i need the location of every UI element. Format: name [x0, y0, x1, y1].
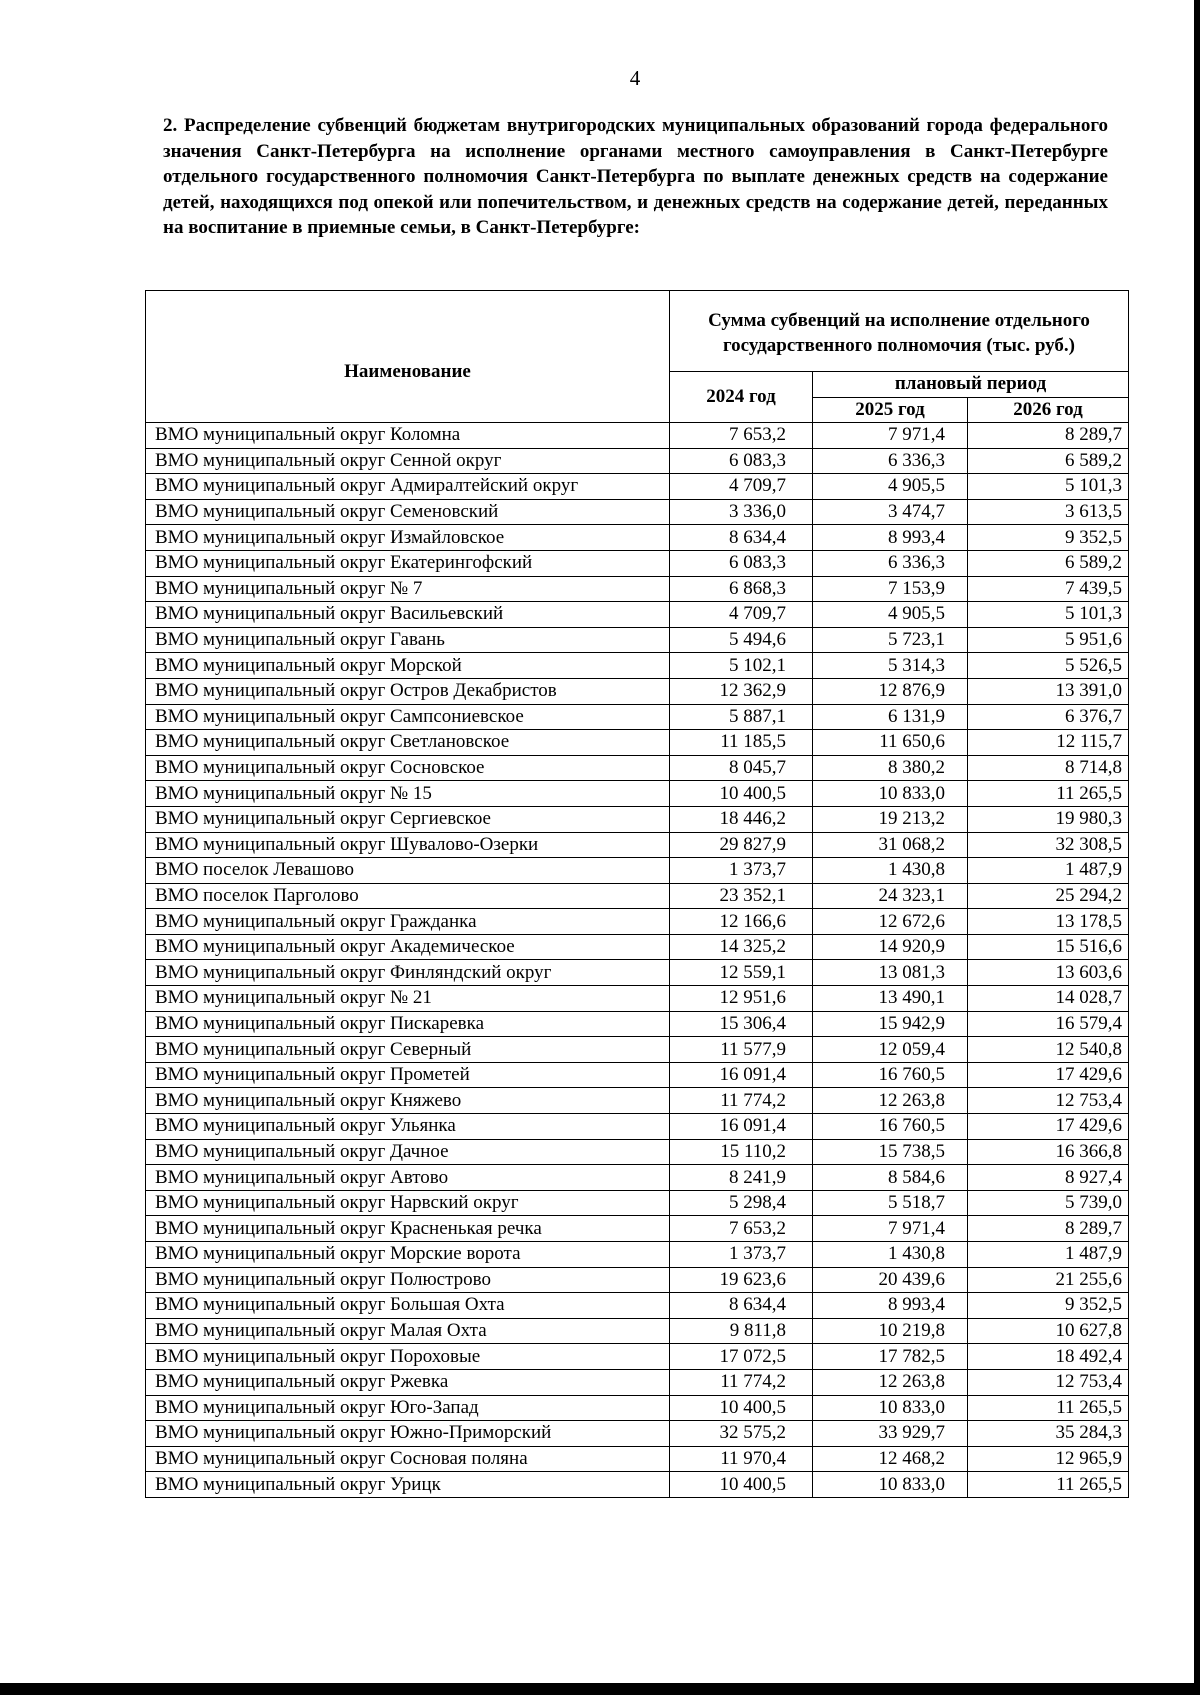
table-row: [146, 1114, 1129, 1140]
table-row: [146, 1190, 1129, 1216]
cell-2024: 29 827,9: [670, 832, 813, 858]
cell-2026: 35 284,3: [968, 1421, 1129, 1447]
cell-2025: 31 068,2: [813, 832, 968, 858]
table-row: [146, 1242, 1129, 1268]
cell-name: ВМО муниципальный округ Сенной округ: [146, 448, 670, 474]
cell-2026: 6 589,2: [968, 550, 1129, 576]
cell-2024: 12 951,6: [670, 986, 813, 1012]
cell-2025: 33 929,7: [813, 1421, 968, 1447]
cell-2025: 15 942,9: [813, 1011, 968, 1037]
table-row: [146, 576, 1129, 602]
table-row: [146, 1011, 1129, 1037]
cell-2025: 12 059,4: [813, 1037, 968, 1063]
cell-2025: 7 971,4: [813, 1216, 968, 1242]
cell-2026: 13 603,6: [968, 960, 1129, 986]
cell-2025: 14 920,9: [813, 934, 968, 960]
cell-name: ВМО муниципальный округ Полюстрово: [146, 1267, 670, 1293]
cell-2026: 13 391,0: [968, 678, 1129, 704]
cell-2024: 14 325,2: [670, 934, 813, 960]
table-row: [146, 525, 1129, 551]
cell-name: ВМО муниципальный округ Васильевский: [146, 602, 670, 628]
cell-2026: 9 352,5: [968, 525, 1129, 551]
cell-name: ВМО муниципальный округ Красненькая речка: [146, 1216, 670, 1242]
cell-2026: 32 308,5: [968, 832, 1129, 858]
cell-2026: 3 613,5: [968, 499, 1129, 525]
cell-name: ВМО муниципальный округ Большая Охта: [146, 1293, 670, 1319]
cell-2024: 23 352,1: [670, 883, 813, 909]
cell-name: ВМО муниципальный округ Сергиевское: [146, 806, 670, 832]
cell-name: ВМО муниципальный округ Княжево: [146, 1088, 670, 1114]
cell-2024: 7 653,2: [670, 1216, 813, 1242]
cell-name: ВМО поселок Левашово: [146, 858, 670, 884]
cell-2025: 6 131,9: [813, 704, 968, 730]
cell-2025: 16 760,5: [813, 1114, 968, 1140]
table-row: [146, 1088, 1129, 1114]
cell-2024: 8 045,7: [670, 755, 813, 781]
table-row: [146, 1472, 1129, 1498]
cell-name: ВМО муниципальный округ Автово: [146, 1165, 670, 1191]
cell-2025: 12 468,2: [813, 1446, 968, 1472]
cell-2026: 5 101,3: [968, 602, 1129, 628]
cell-name: ВМО муниципальный округ Морские ворота: [146, 1242, 670, 1268]
cell-name: ВМО муниципальный округ Сампсониевское: [146, 704, 670, 730]
cell-2024: 18 446,2: [670, 806, 813, 832]
cell-2024: 15 110,2: [670, 1139, 813, 1165]
cell-name: ВМО муниципальный округ Гавань: [146, 627, 670, 653]
cell-2025: 1 430,8: [813, 1242, 968, 1268]
cell-2024: 6 083,3: [670, 550, 813, 576]
cell-2026: 1 487,9: [968, 1242, 1129, 1268]
cell-2024: 12 166,6: [670, 909, 813, 935]
cell-2024: 32 575,2: [670, 1421, 813, 1447]
subvention-table: [145, 290, 1129, 1498]
cell-2024: 11 774,2: [670, 1088, 813, 1114]
cell-2025: 16 760,5: [813, 1062, 968, 1088]
cell-2025: 8 584,6: [813, 1165, 968, 1191]
cell-2024: 15 306,4: [670, 1011, 813, 1037]
cell-2025: 13 081,3: [813, 960, 968, 986]
cell-2025: 5 314,3: [813, 653, 968, 679]
table-row: [146, 1267, 1129, 1293]
cell-name: ВМО муниципальный округ Измайловское: [146, 525, 670, 551]
cell-2026: 17 429,6: [968, 1114, 1129, 1140]
cell-2026: 12 540,8: [968, 1037, 1129, 1063]
scan-border-right: [1194, 0, 1200, 1695]
cell-2026: 12 115,7: [968, 730, 1129, 756]
cell-name: ВМО муниципальный округ Ульянка: [146, 1114, 670, 1140]
cell-name: ВМО муниципальный округ Ржевка: [146, 1369, 670, 1395]
cell-2024: 11 185,5: [670, 730, 813, 756]
cell-2025: 12 672,6: [813, 909, 968, 935]
page-number: 4: [629, 66, 641, 90]
cell-2026: 1 487,9: [968, 858, 1129, 884]
cell-2026: 18 492,4: [968, 1344, 1129, 1370]
cell-2024: 6 868,3: [670, 576, 813, 602]
cell-2025: 10 219,8: [813, 1318, 968, 1344]
cell-2026: 25 294,2: [968, 883, 1129, 909]
cell-name: ВМО муниципальный округ Остров Декабристов: [146, 678, 670, 704]
cell-2026: 11 265,5: [968, 1395, 1129, 1421]
cell-2025: 4 905,5: [813, 474, 968, 500]
cell-name: ВМО муниципальный округ Малая Охта: [146, 1318, 670, 1344]
cell-2024: 11 970,4: [670, 1446, 813, 1472]
cell-2026: 6 589,2: [968, 448, 1129, 474]
cell-name: ВМО муниципальный округ № 21: [146, 986, 670, 1012]
cell-2026: 8 289,7: [968, 423, 1129, 449]
cell-2026: 17 429,6: [968, 1062, 1129, 1088]
table-row: [146, 960, 1129, 986]
cell-2026: 21 255,6: [968, 1267, 1129, 1293]
table-row: [146, 423, 1129, 449]
table-row: [146, 602, 1129, 628]
cell-name: ВМО муниципальный округ Урицк: [146, 1472, 670, 1498]
cell-2026: 13 178,5: [968, 909, 1129, 935]
cell-2024: 5 494,6: [670, 627, 813, 653]
table-body: [146, 423, 1129, 1498]
cell-2026: 11 265,5: [968, 781, 1129, 807]
cell-name: ВМО муниципальный округ Семеновский: [146, 499, 670, 525]
cell-2024: 5 102,1: [670, 653, 813, 679]
cell-2025: 6 336,3: [813, 550, 968, 576]
cell-2026: 7 439,5: [968, 576, 1129, 602]
table-row: [146, 474, 1129, 500]
cell-2025: 8 380,2: [813, 755, 968, 781]
cell-name: ВМО муниципальный округ Нарвский округ: [146, 1190, 670, 1216]
column-header-2025: 2025 год: [813, 397, 968, 423]
table-row: [146, 448, 1129, 474]
table-row: [146, 1062, 1129, 1088]
table-row: [146, 806, 1129, 832]
cell-2026: 5 526,5: [968, 653, 1129, 679]
cell-2026: 11 265,5: [968, 1472, 1129, 1498]
table-row: [146, 909, 1129, 935]
scan-border-bottom: [0, 1683, 1200, 1695]
table-row: [146, 1318, 1129, 1344]
cell-name: ВМО муниципальный округ Коломна: [146, 423, 670, 449]
cell-2026: 9 352,5: [968, 1293, 1129, 1319]
cell-2025: 11 650,6: [813, 730, 968, 756]
cell-2024: 5 298,4: [670, 1190, 813, 1216]
column-header-planned-period: плановый период: [813, 372, 1129, 398]
cell-2026: 5 739,0: [968, 1190, 1129, 1216]
table-row: [146, 653, 1129, 679]
table-row: [146, 678, 1129, 704]
cell-2025: 1 430,8: [813, 858, 968, 884]
cell-2025: 13 490,1: [813, 986, 968, 1012]
table-row: [146, 1344, 1129, 1370]
table-row: [146, 1139, 1129, 1165]
cell-2026: 14 028,7: [968, 986, 1129, 1012]
cell-2025: 7 971,4: [813, 423, 968, 449]
cell-2024: 3 336,0: [670, 499, 813, 525]
table-row: [146, 1216, 1129, 1242]
column-header-2024: 2024 год: [670, 372, 813, 423]
cell-name: ВМО муниципальный округ Финляндский округ: [146, 960, 670, 986]
cell-name: ВМО муниципальный округ Дачное: [146, 1139, 670, 1165]
table-row: [146, 1293, 1129, 1319]
cell-2024: 5 887,1: [670, 704, 813, 730]
cell-2026: 12 753,4: [968, 1369, 1129, 1395]
cell-2025: 5 518,7: [813, 1190, 968, 1216]
cell-2024: 6 083,3: [670, 448, 813, 474]
cell-2024: 17 072,5: [670, 1344, 813, 1370]
column-header-name: Наименование: [146, 291, 670, 423]
table-row: [146, 1037, 1129, 1063]
cell-2026: 8 927,4: [968, 1165, 1129, 1191]
cell-2024: 16 091,4: [670, 1114, 813, 1140]
section-heading: 2. Распределение субвенций бюджетам внутригородских муниципальных образований города федерального значения Санкт-Петербурга на исполнение органами местного самоуправления в Санкт-Петербурге отдельного государственного полномочия Санкт-Петербурга по выплате денежных средств на содержание детей, находящихся под опекой или попечительством, и денежных средств на содержание детей, переданных на воспитание в приемные семьи, в Санкт-Петербурге:: [163, 115, 1108, 238]
table-row: [146, 704, 1129, 730]
cell-2026: 16 366,8: [968, 1139, 1129, 1165]
table-row: [146, 1165, 1129, 1191]
cell-2024: 4 709,7: [670, 602, 813, 628]
cell-name: ВМО муниципальный округ Академическое: [146, 934, 670, 960]
cell-2025: 3 474,7: [813, 499, 968, 525]
table-row: [146, 550, 1129, 576]
table-row: [146, 755, 1129, 781]
column-header-sum: Сумма субвенций на исполнение отдельного государственного полномочия (тыс. руб.): [670, 291, 1129, 372]
column-header-2026: 2026 год: [968, 397, 1129, 423]
cell-2025: 10 833,0: [813, 781, 968, 807]
cell-2025: 5 723,1: [813, 627, 968, 653]
cell-2026: 5 101,3: [968, 474, 1129, 500]
table-row: [146, 1421, 1129, 1447]
cell-name: ВМО муниципальный округ Екатерингофский: [146, 550, 670, 576]
cell-2025: 4 905,5: [813, 602, 968, 628]
cell-name: ВМО муниципальный округ Пороховые: [146, 1344, 670, 1370]
table-row: [146, 499, 1129, 525]
table-row: [146, 781, 1129, 807]
cell-2024: 10 400,5: [670, 1395, 813, 1421]
cell-2026: 6 376,7: [968, 704, 1129, 730]
cell-2024: 11 774,2: [670, 1369, 813, 1395]
cell-name: ВМО муниципальный округ Шувалово-Озерки: [146, 832, 670, 858]
cell-2024: 11 577,9: [670, 1037, 813, 1063]
cell-2024: 10 400,5: [670, 781, 813, 807]
cell-2024: 4 709,7: [670, 474, 813, 500]
cell-name: ВМО муниципальный округ Южно-Приморский: [146, 1421, 670, 1447]
cell-2024: 1 373,7: [670, 1242, 813, 1268]
cell-name: ВМО муниципальный округ № 7: [146, 576, 670, 602]
cell-2025: 19 213,2: [813, 806, 968, 832]
cell-name: ВМО муниципальный округ № 15: [146, 781, 670, 807]
cell-name: ВМО муниципальный округ Морской: [146, 653, 670, 679]
table-row: [146, 934, 1129, 960]
cell-2025: 24 323,1: [813, 883, 968, 909]
cell-name: ВМО поселок Парголово: [146, 883, 670, 909]
cell-2026: 8 289,7: [968, 1216, 1129, 1242]
cell-name: ВМО муниципальный округ Сосновая поляна: [146, 1446, 670, 1472]
cell-2026: 10 627,8: [968, 1318, 1129, 1344]
cell-name: ВМО муниципальный округ Пискаревка: [146, 1011, 670, 1037]
subvention-table-container: [145, 290, 1129, 1498]
cell-2025: 7 153,9: [813, 576, 968, 602]
table-row: [146, 986, 1129, 1012]
cell-2026: 19 980,3: [968, 806, 1129, 832]
cell-2025: 20 439,6: [813, 1267, 968, 1293]
cell-2024: 12 559,1: [670, 960, 813, 986]
cell-2025: 12 263,8: [813, 1369, 968, 1395]
cell-2025: 8 993,4: [813, 525, 968, 551]
cell-name: ВМО муниципальный округ Светлановское: [146, 730, 670, 756]
cell-2024: 9 811,8: [670, 1318, 813, 1344]
table-header: [146, 291, 1129, 423]
cell-2024: 8 241,9: [670, 1165, 813, 1191]
table-row: [146, 1369, 1129, 1395]
cell-2024: 16 091,4: [670, 1062, 813, 1088]
cell-2024: 8 634,4: [670, 525, 813, 551]
table-row: [146, 832, 1129, 858]
cell-2024: 10 400,5: [670, 1472, 813, 1498]
cell-2026: 5 951,6: [968, 627, 1129, 653]
cell-2024: 12 362,9: [670, 678, 813, 704]
cell-2025: 6 336,3: [813, 448, 968, 474]
cell-2025: 17 782,5: [813, 1344, 968, 1370]
cell-2024: 19 623,6: [670, 1267, 813, 1293]
cell-2024: 1 373,7: [670, 858, 813, 884]
cell-2026: 16 579,4: [968, 1011, 1129, 1037]
table-row: [146, 883, 1129, 909]
cell-2026: 12 965,9: [968, 1446, 1129, 1472]
cell-name: ВМО муниципальный округ Юго-Запад: [146, 1395, 670, 1421]
cell-name: ВМО муниципальный округ Адмиралтейский округ: [146, 474, 670, 500]
cell-name: ВМО муниципальный округ Прометей: [146, 1062, 670, 1088]
cell-2024: 7 653,2: [670, 423, 813, 449]
table-row: [146, 730, 1129, 756]
cell-2025: 12 263,8: [813, 1088, 968, 1114]
cell-2026: 12 753,4: [968, 1088, 1129, 1114]
table-row: [146, 627, 1129, 653]
cell-name: ВМО муниципальный округ Сосновское: [146, 755, 670, 781]
table-row: [146, 858, 1129, 884]
cell-2026: 15 516,6: [968, 934, 1129, 960]
table-row: [146, 1446, 1129, 1472]
cell-2025: 12 876,9: [813, 678, 968, 704]
cell-2024: 8 634,4: [670, 1293, 813, 1319]
cell-2026: 8 714,8: [968, 755, 1129, 781]
cell-2025: 10 833,0: [813, 1472, 968, 1498]
cell-2025: 10 833,0: [813, 1395, 968, 1421]
cell-2025: 15 738,5: [813, 1139, 968, 1165]
cell-name: ВМО муниципальный округ Северный: [146, 1037, 670, 1063]
cell-2025: 8 993,4: [813, 1293, 968, 1319]
cell-name: ВМО муниципальный округ Гражданка: [146, 909, 670, 935]
table-row: [146, 1395, 1129, 1421]
